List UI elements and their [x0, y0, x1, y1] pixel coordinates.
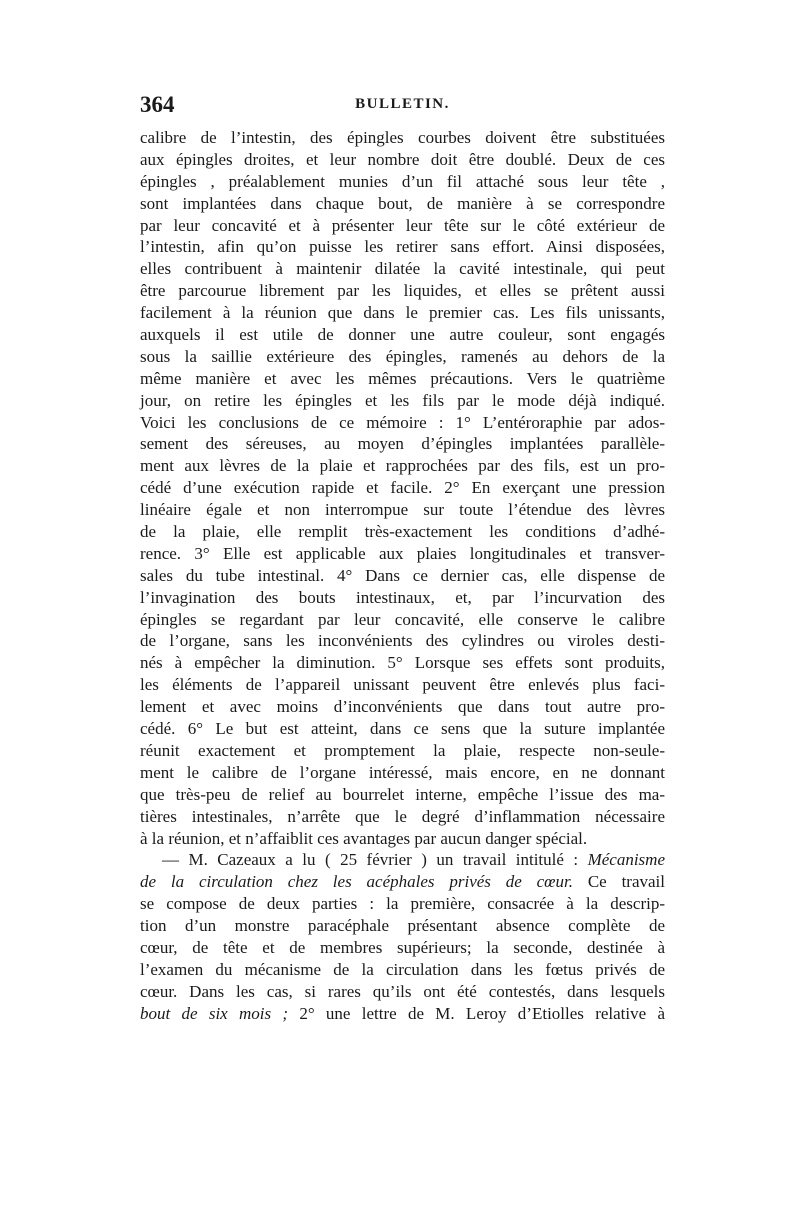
text-line: nés à empêcher la diminution. 5° Lorsque ses effets sont produits,: [140, 653, 665, 673]
body-text: [140, 127, 665, 1025]
running-title: BULLETIN.: [355, 96, 450, 112]
text-line: cœur. Dans les cas, si rares qu’ils ont été contestés, dans lesquels: [140, 981, 665, 1001]
text-line: auxquels il est utile de donner une autre couleur, sont engagés: [140, 325, 665, 345]
text-line: elles contribuent à maintenir dilatée la cavité intestinale, qui peut: [140, 259, 665, 279]
text-line: rence. 3° Elle est applicable aux plaies longitudinales et transver-: [140, 543, 665, 563]
text-line: par leur concavité et à présenter leur tête sur le côté extérieur de: [140, 215, 665, 235]
text-line: linéaire égale et non interrompue sur toute l’étendue des lèvres: [140, 500, 665, 520]
text-line: cédé d’une exécution rapide et facile. 2° En exerçant une pression: [140, 478, 665, 498]
text-line: être parcourue librement par les liquides, et elles se prêtent aussi: [140, 281, 665, 301]
page-number: 364: [140, 92, 175, 117]
text-line: à la réunion, et n’affaiblit ces avantages par aucun danger spécial.: [140, 828, 588, 848]
text-line: bout de six mois ; 2° une lettre de M. Leroy d’Etiolles relative à: [140, 1003, 665, 1023]
text-line: se compose de deux parties : la première, consacrée à la descrip-: [140, 894, 665, 914]
text-line: lement et avec moins d’inconvénients que dans tout autre pro-: [140, 697, 665, 717]
page-header: [140, 92, 665, 122]
text-line: cœur, de tête et de membres supérieurs; la seconde, destinée à: [140, 937, 665, 957]
text-line: ment le calibre de l’organe intéressé, mais encore, en ne donnant: [140, 762, 665, 782]
text-line: sement des séreuses, au moyen d’épingles implantées parallèle-: [140, 434, 665, 454]
text-line: ment aux lèvres de la plaie et rapprochées par des fils, est un pro-: [140, 456, 665, 476]
text-line: l’invagination des bouts intestinaux, et, par l’incurvation des: [140, 587, 665, 607]
text-line: tion d’un monstre paracéphale présentant absence complète de: [140, 916, 665, 936]
text-line: même manière et avec les mêmes précautions. Vers le quatrième: [140, 368, 665, 388]
text-line: de l’organe, sans les inconvénients des cylindres ou viroles desti-: [140, 631, 665, 651]
text-line: facilement à la réunion que dans le premier cas. Les fils unissants,: [140, 303, 665, 323]
text-line: de la circulation chez les acéphales privés de cœur. Ce travail: [140, 872, 665, 892]
text-line: — M. Cazeaux a lu ( 25 février ) un travail intitulé : Mécanisme: [162, 850, 665, 870]
text-line: jour, on retire les épingles et les fils par le mode déjà indiqué.: [140, 390, 665, 410]
text-line: sont implantées dans chaque bout, de manière à se correspondre: [140, 193, 665, 213]
text-line: l’intestin, afin qu’on puisse les retirer sans effort. Ainsi disposées,: [140, 237, 665, 257]
text-line: réunit exactement et promptement la plaie, respecte non-seule-: [140, 740, 665, 760]
text-line: aux épingles droites, et leur nombre doit être doublé. Deux de ces: [140, 149, 665, 169]
text-line: les éléments de l’appareil unissant peuvent être enlevés plus faci-: [140, 675, 665, 695]
text-line: sales du tube intestinal. 4° Dans ce dernier cas, elle dispense de: [140, 565, 665, 585]
text-line: calibre de l’intestin, des épingles courbes doivent être substituées: [140, 128, 665, 147]
text-line: que très-peu de relief au bourrelet interne, empêche l’issue des ma-: [140, 784, 665, 804]
text-line: l’examen du mécanisme de la circulation dans les fœtus privés de: [140, 959, 665, 979]
text-line: cédé. 6° Le but est atteint, dans ce sens que la suture implantée: [140, 719, 665, 739]
text-line: tières intestinales, n’arrête que le degré d’inflammation nécessaire: [140, 806, 665, 826]
text-line: sous la saillie extérieure des épingles, ramenés au dehors de la: [140, 346, 665, 366]
text-line: de la plaie, elle remplit très-exactement les conditions d’adhé-: [140, 522, 665, 542]
paragraph-cazeaux: [140, 849, 665, 1024]
text-line: épingles , préalablement munies d’un fil attaché sous leur tête ,: [140, 171, 665, 191]
paragraph-conclusions: [140, 127, 665, 849]
text-line: épingles se regardant par leur concavité, elle conserve le calibre: [140, 609, 665, 629]
text-line: Voici les conclusions de ce mémoire : 1° L’entéroraphie par ados-: [140, 412, 665, 432]
